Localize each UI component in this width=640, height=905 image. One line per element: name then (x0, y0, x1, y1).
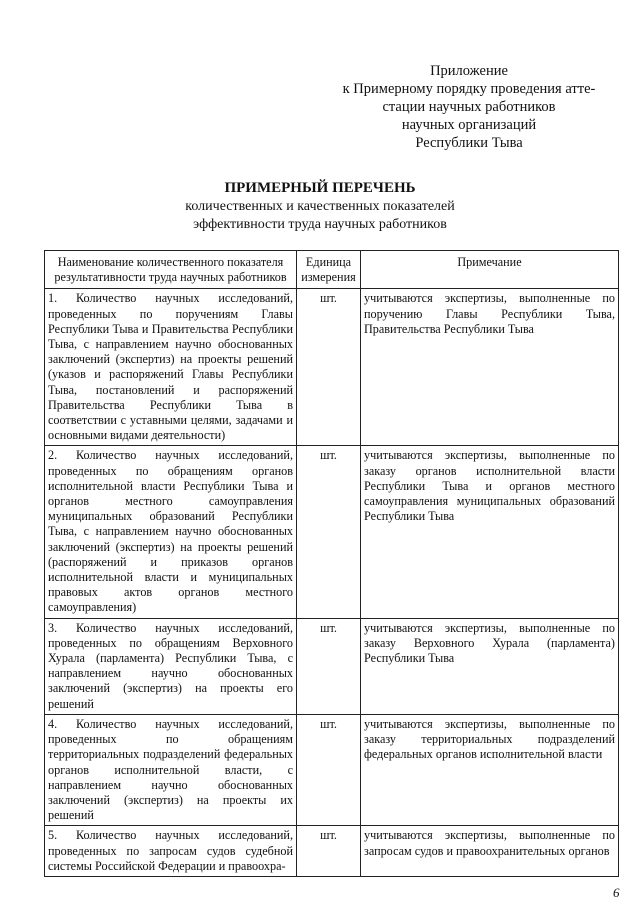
page-number: 6 (613, 885, 620, 900)
appendix-line: Приложение (430, 63, 508, 79)
header-unit: Единица измерения (297, 251, 361, 289)
table-header-row (45, 251, 619, 289)
indicator-name: 4. Количество научных исследований, проведенных по обращениям территориальных подразделений федеральных органов исполнительной власти, с направлением научно обоснованных заключений (экспертиз) на проекты их решений (45, 714, 297, 825)
indicator-note: учитываются экспертизы, выполненные по заказу территориальных подразделений федеральных органов исполнительной власти (361, 714, 619, 825)
title-sub-line: эффективности труда научных работников (193, 217, 447, 232)
indicator-unit: шт. (297, 826, 361, 877)
indicator-unit: шт. (297, 289, 361, 446)
table-row (45, 618, 619, 714)
indicator-unit: шт. (297, 618, 361, 714)
appendix-line: научных организаций (401, 117, 537, 133)
indicator-name: 3. Количество научных исследований, проведенных по обращениям Верховного Хурала (парламента) Республики Тыва, с направлением научно обоснованных заключений (экспертиз) на проекты его решений (45, 618, 297, 714)
document-title (0, 179, 640, 234)
indicator-note: учитываются экспертизы, выполненные по поручению Главы Республики Тыва, Правительства Республики Тыва (361, 289, 619, 446)
title-sub-line: количественных и качественных показателей (185, 199, 455, 214)
title-main: ПРИМЕРНЫЙ ПЕРЕЧЕНЬ (224, 180, 416, 196)
indicator-unit: шт. (297, 446, 361, 618)
appendix-line: Республики Тыва (415, 135, 523, 151)
table-row (45, 289, 619, 446)
indicator-name: 5. Количество научных исследований, проведенных по запросам судов судебной системы Российской Федерации и правоохра- (45, 826, 297, 877)
table-row (45, 826, 619, 877)
header-note: Примечание (361, 251, 619, 289)
indicator-note: учитываются экспертизы, выполненные по заказу органов исполнительной власти Республики Тыва и органов местного самоуправления муниципальных образований Республики Тыва (361, 446, 619, 618)
appendix-line: стации научных работников (382, 99, 556, 115)
indicators-table (44, 250, 619, 877)
appendix-line: к Примерному порядку проведения атте- (342, 81, 596, 97)
indicator-name: 2. Количество научных исследований, проведенных по обращениям органов исполнительной власти Республики Тыва и органов местного самоуправления муниципальных образований Республики Тыва, с направлением научно обоснованных заключений (экспертиз) на проекты решений (распоряжений и приказов органов исполнительной власти и муниципальных правовых актов органов местного самоуправления) (45, 446, 297, 618)
indicator-note: учитываются экспертизы, выполненные по запросам судов и правоохранительных органов (361, 826, 619, 877)
table-row (45, 714, 619, 825)
appendix-header (330, 62, 608, 152)
indicator-note: учитываются экспертизы, выполненные по заказу Верховного Хурала (парламента) Республики Тыва (361, 618, 619, 714)
indicator-name: 1. Количество научных исследований, проведенных по поручениям Главы Республики Тыва и Правительства Республики Тыва, с направлением научно обоснованных заключений (экспертиз) на проекты решений (указов и распоряжений Главы Республики Тыва, постановлений и распоряжений Правительства Республики Тыва в соответствии с уставными целями, задачами и основными видами деятельности) (45, 289, 297, 446)
table-row (45, 446, 619, 618)
indicator-unit: шт. (297, 714, 361, 825)
header-indicator-name: Наименование количественного показателя результативности труда научных работников (45, 251, 297, 289)
